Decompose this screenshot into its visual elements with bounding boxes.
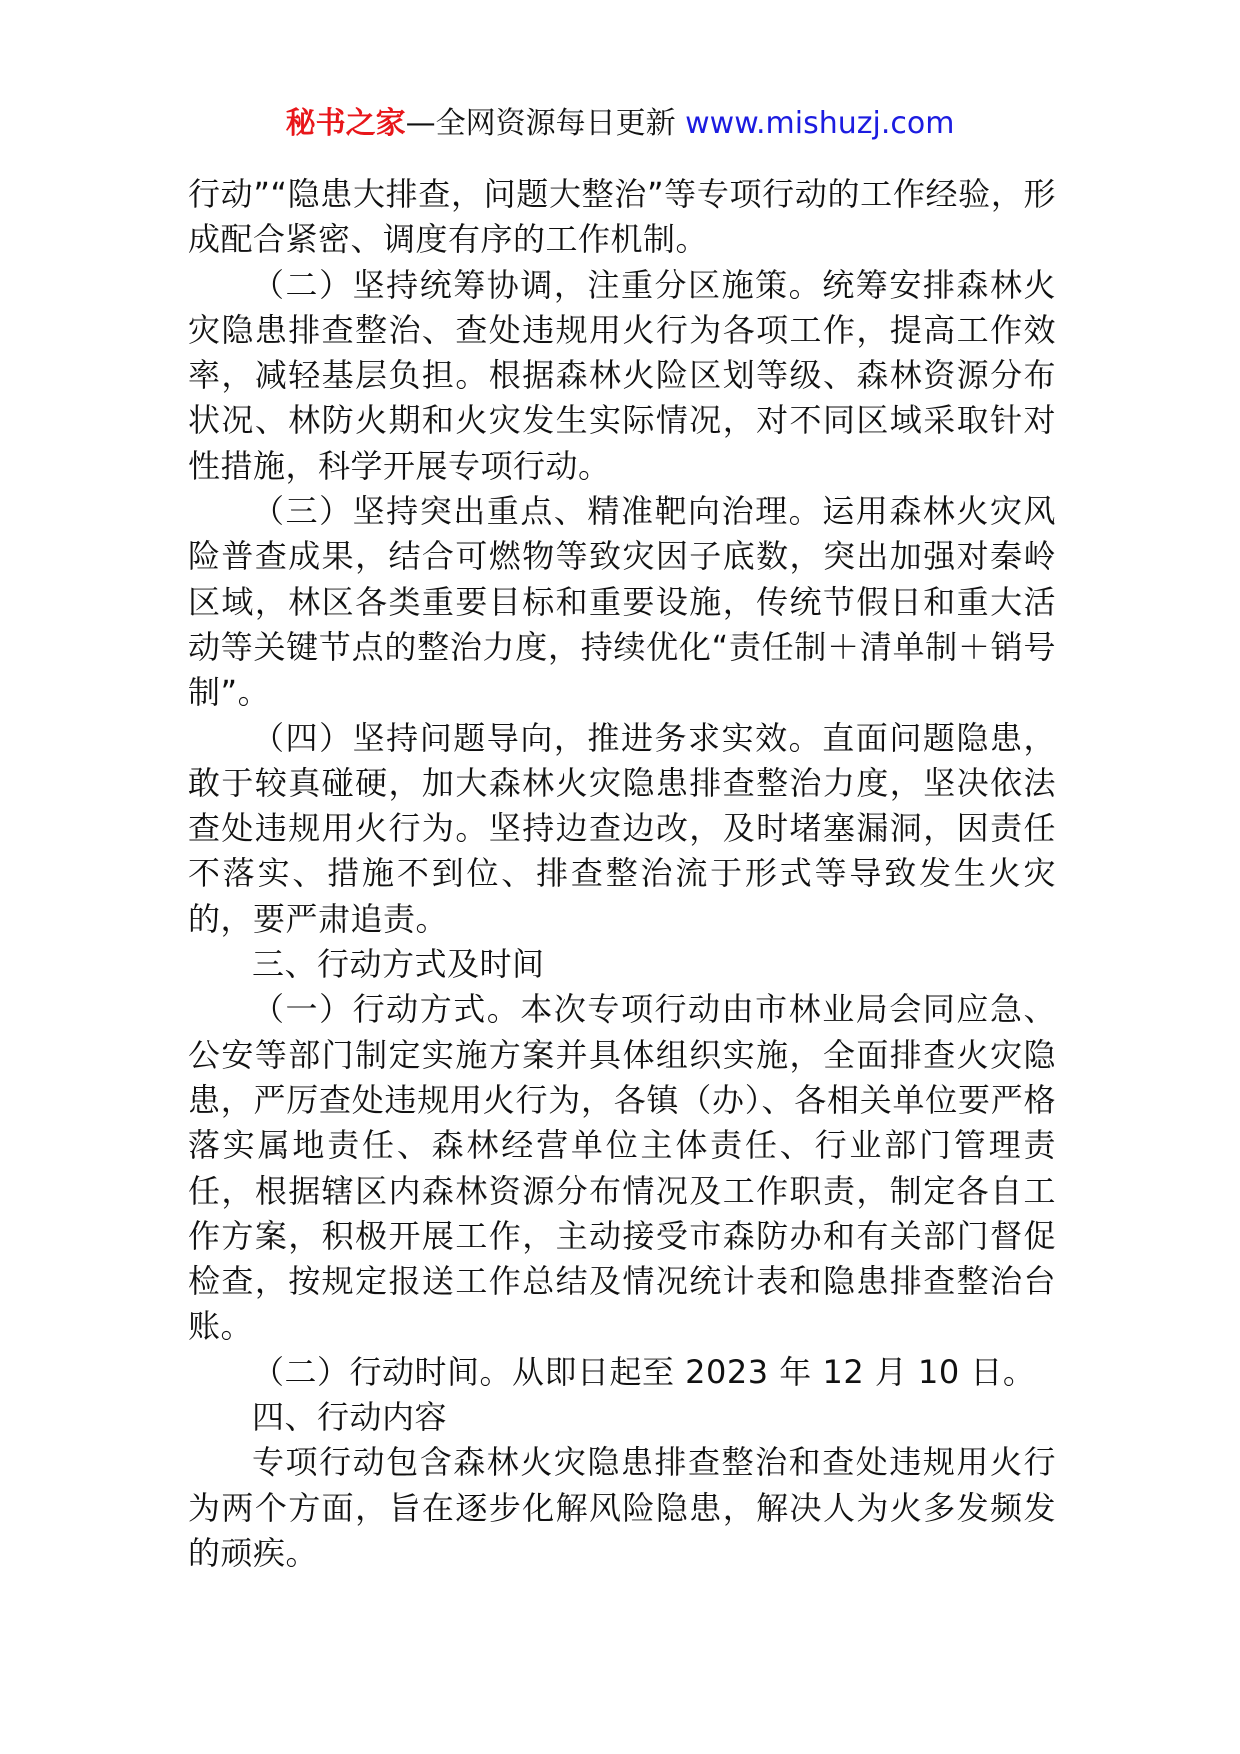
- section-heading-3: 三、行动方式及时间: [252, 945, 545, 984]
- section-heading-4: 四、行动内容: [252, 1398, 448, 1437]
- site-header: [0, 104, 1240, 144]
- paragraph-principle-3: （三）坚持突出重点、精准靶向治理。运用森林火灾风险普查成果，结合可燃物等致灾因子底数，突出加强对秦岭区域，林区各类重要目标和重要设施，传统节假日和重大活动等关键节点的整治力度，持续优化“责任制＋清单制＋销号制”。: [188, 492, 1056, 712]
- paragraph-action-time: （二）行动时间。从即日起至 2023 年 12 月 10 日。: [252, 1352, 1036, 1391]
- site-url-link[interactable]: www.mishuzj.com: [685, 106, 955, 141]
- paragraph-action-method: （一）行动方式。本次专项行动由市林业局会同应急、公安等部门制定实施方案并具体组织实施，全面排查火灾隐患，严厉查处违规用火行为，各镇（办）、各相关单位要严格落实属地责任、森林经营单位主体责任、行业部门管理责任，根据辖区内森林资源分布情况及工作职责，制定各自工作方案，积极开展工作，主动接受市森防办和有关部门督促检查，按规定报送工作总结及情况统计表和隐患排查整治台账。: [188, 990, 1056, 1346]
- brand-name: 秘书之家: [285, 106, 406, 141]
- header-slogan: —全网资源每日更新: [405, 106, 676, 141]
- paragraph-principle-4: （四）坚持问题导向，推进务求实效。直面问题隐患，敢于较真碰硬，加大森林火灾隐患排查整治力度，坚决依法查处违规用火行为。坚持边查边改，及时堵塞漏洞，因责任不落实、措施不到位、排查整治流于形式等导致发生火灾的，要严肃追责。: [188, 718, 1056, 938]
- document-body: [188, 172, 1056, 1576]
- paragraph-principle-2: （二）坚持统筹协调，注重分区施策。统筹安排森林火灾隐患排查整治、查处违规用火行为各项工作，提高工作效率，减轻基层负担。根据森林火险区划等级、森林资源分布状况、林防火期和火灾发生实际情况，对不同区域采取针对性措施，科学开展专项行动。: [188, 265, 1056, 485]
- paragraph-continuation: 行动”“隐患大排查，问题大整治”等专项行动的工作经验，形成配合紧密、调度有序的工作机制。: [188, 175, 1056, 259]
- paragraph-action-content: 专项行动包含森林火灾隐患排查整治和查处违规用火行为两个方面，旨在逐步化解风险隐患，解决人为火多发频发的顽疾。: [188, 1443, 1056, 1572]
